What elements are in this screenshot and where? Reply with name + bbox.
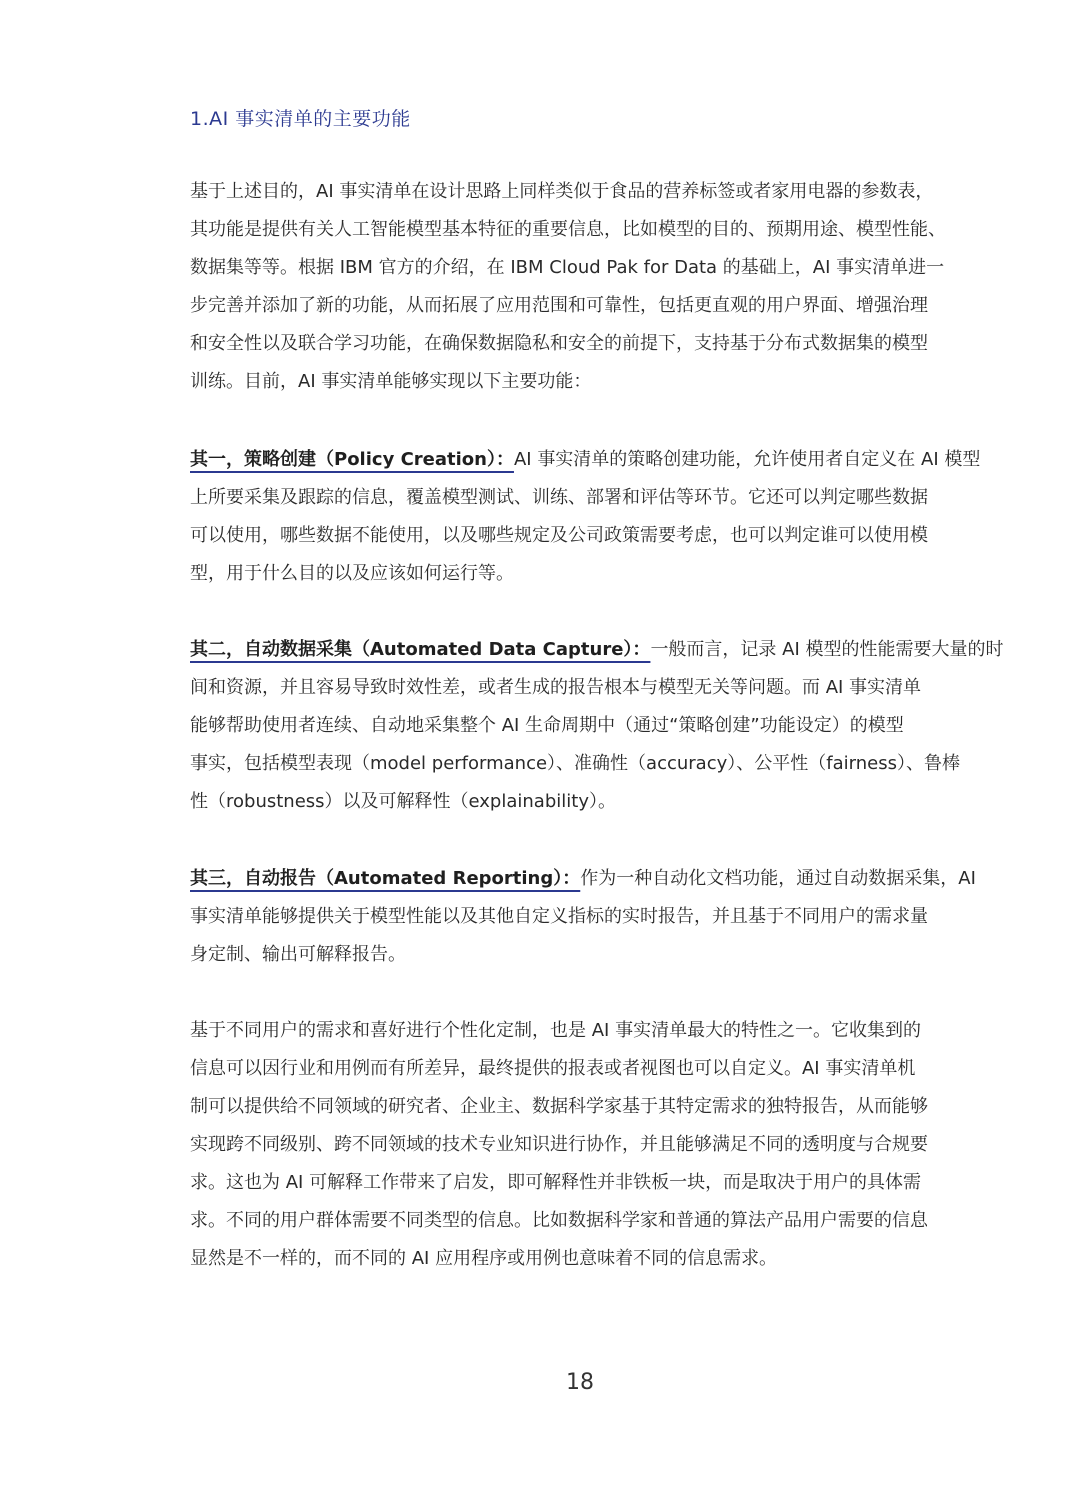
text-line: 身定制、输出可解释报告。 [190, 944, 406, 965]
text-line: 可以使用，哪些数据不能使用，以及哪些规定及公司政策需要考虑，也可以判定谁可以使用模 [190, 525, 928, 546]
section-heading: 1.AI 事实清单的主要功能 [190, 108, 411, 130]
text-line: 能够帮助使用者连续、自动地采集整个 AI 生命周期中（通过“策略创建”功能设定）的模型 [190, 715, 904, 736]
text-line: 事实清单能够提供关于模型性能以及其他自定义指标的实时报告，并且基于不同用户的需求量 [190, 906, 928, 927]
text-line: 基于上述目的，AI 事实清单在设计思路上同样类似于食品的营养标签或者家用电器的参数表， [190, 181, 934, 202]
text-line: 训练。目前，AI 事实清单能够实现以下主要功能： [190, 371, 592, 392]
text-line: 制可以提供给不同领域的研究者、企业主、数据科学家基于其特定需求的独特报告，从而能够 [190, 1096, 928, 1117]
feature-text: 作为一种自动化文档功能，通过自动数据采集，AI [580, 868, 976, 889]
closing-paragraph [190, 1012, 990, 1278]
text-line: 其功能是提供有关人工智能模型基本特征的重要信息，比如模型的目的、预期用途、模型性能、 [190, 219, 946, 240]
text-line: 事实，包括模型表现（model performance）、准确性（accuracy）、公平性（fairness）、鲁棒 [190, 753, 960, 774]
text-line: 和安全性以及联合学习功能，在确保数据隐私和安全的前提下，支持基于分布式数据集的模型 [190, 333, 928, 354]
feature-lead: 其二，自动数据采集（Automated Data Capture）： [190, 639, 651, 660]
feature-data-capture-paragraph [190, 631, 1004, 821]
text-line: 上所要采集及跟踪的信息，覆盖模型测试、训练、部署和评估等环节。它还可以判定哪些数据 [190, 487, 928, 508]
text-line: 基于不同用户的需求和喜好进行个性化定制，也是 AI 事实清单最大的特性之一。它收集到的 [190, 1020, 922, 1041]
text-line: 间和资源，并且容易导致时效性差，或者生成的报告根本与模型无关等问题。而 AI 事实清单 [190, 677, 922, 698]
text-line: 数据集等等。根据 IBM 官方的介绍，在 IBM Cloud Pak for Data 的基础上，AI 事实清单进一 [190, 257, 945, 278]
feature-lead: 其一，策略创建（Policy Creation）： [190, 449, 514, 470]
text-line: 信息可以因行业和用例而有所差异，最终提供的报表或者视图也可以自定义。AI 事实清单机 [190, 1058, 916, 1079]
text-line: 求。不同的用户群体需要不同类型的信息。比如数据科学家和普通的算法产品用户需要的信息 [190, 1210, 928, 1231]
text-line: 性（robustness）以及可解释性（explainability）。 [190, 791, 616, 812]
text-line: 显然是不一样的，而不同的 AI 应用程序或用例也意味着不同的信息需求。 [190, 1248, 778, 1269]
text-line: 求。这也为 AI 可解释工作带来了启发，即可解释性并非铁板一块，而是取决于用户的具体需 [190, 1172, 922, 1193]
feature-reporting-paragraph [190, 860, 990, 974]
feature-text: AI 事实清单的策略创建功能，允许使用者自定义在 AI 模型 [513, 449, 981, 470]
page-number: 18 [566, 1370, 594, 1395]
feature-policy-creation-paragraph [190, 441, 990, 593]
feature-text: 一般而言，记录 AI 模型的性能需要大量的时 [650, 639, 1004, 660]
text-line [190, 441, 990, 479]
feature-lead: 其三，自动报告（Automated Reporting）： [190, 868, 581, 889]
text-line: 实现跨不同级别、跨不同领域的技术专业知识进行协作，并且能够满足不同的透明度与合规要 [190, 1134, 928, 1155]
text-line [190, 860, 990, 898]
text-line [190, 631, 1004, 669]
text-line: 步完善并添加了新的功能，从而拓展了应用范围和可靠性，包括更直观的用户界面、增强治理 [190, 295, 928, 316]
text-line: 型，用于什么目的以及应该如何运行等。 [190, 563, 514, 584]
intro-paragraph [190, 173, 990, 401]
